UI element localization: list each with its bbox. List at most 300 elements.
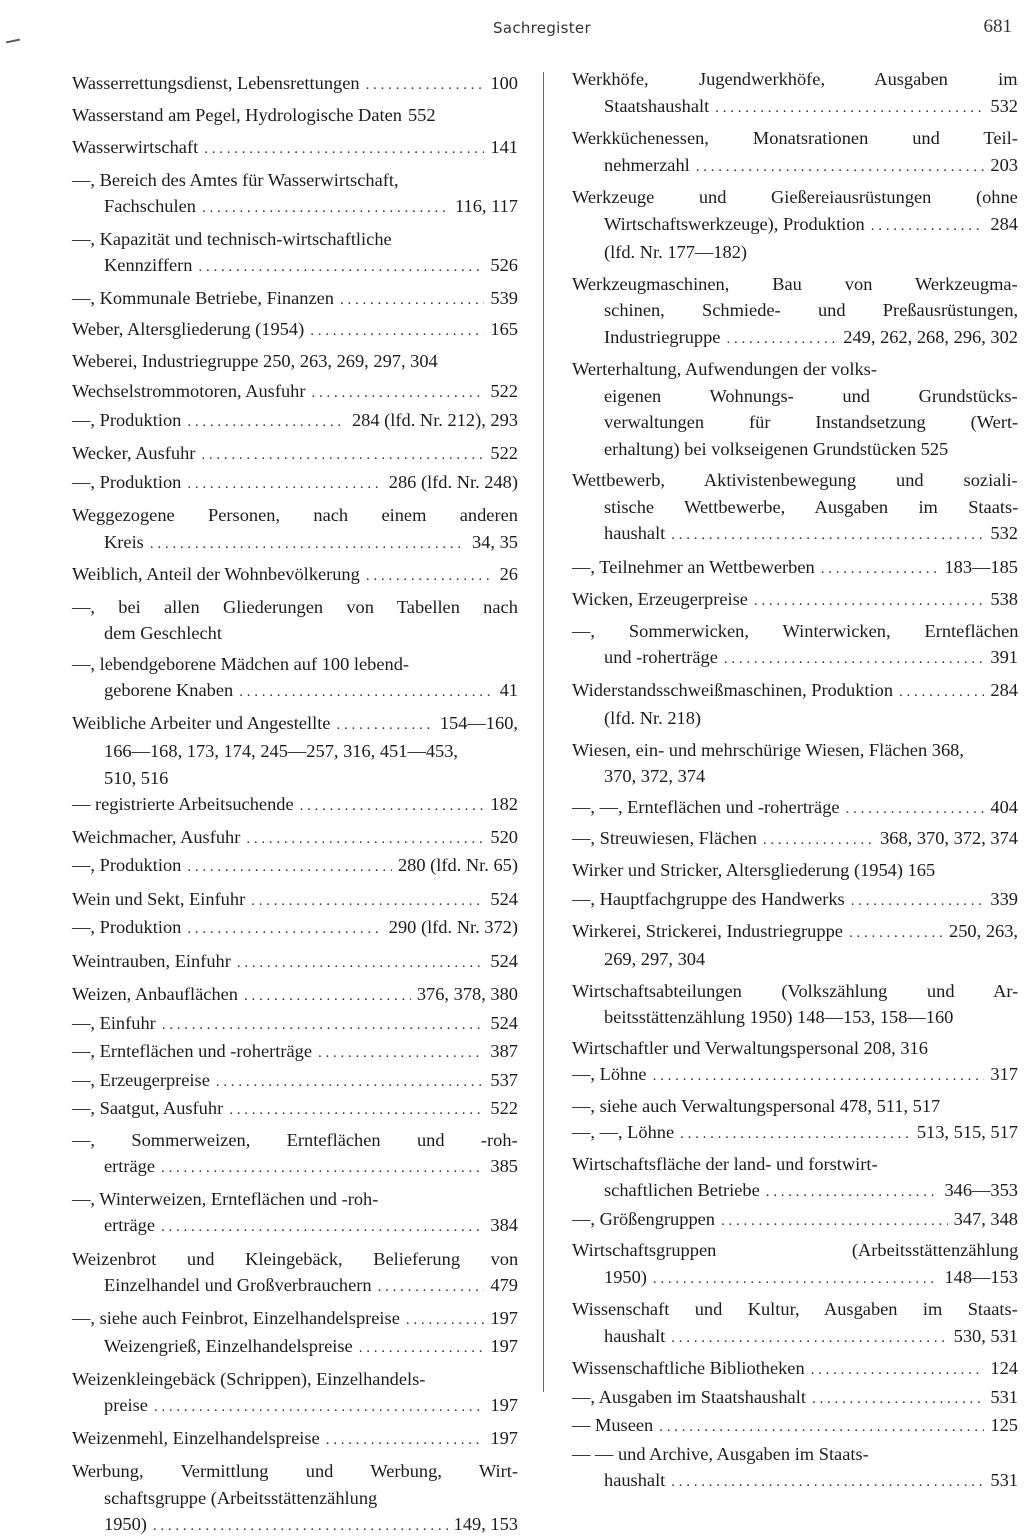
entry-term: Weintrauben, Einfuhr [72, 950, 231, 971]
page-reference: 385 [490, 1156, 518, 1176]
index-line [72, 914, 518, 943]
index-line [572, 1237, 1018, 1264]
entry-continuation: (lfd. Nr. 218) [604, 708, 702, 728]
dot-leader [754, 586, 984, 615]
entry-term: —, Produktion [72, 409, 182, 430]
entry-continuation: Wirtschaftswerkzeuge), Produktion [604, 213, 865, 234]
page-reference: 100 [490, 73, 518, 93]
index-line [72, 948, 518, 977]
index-line [72, 886, 518, 915]
entry-term: Weizenbrot und Kleingebäck, Belieferung von [72, 1248, 519, 1269]
index-entry [72, 70, 518, 99]
index-line [572, 1206, 1018, 1235]
dot-leader [366, 561, 494, 590]
dot-leader [653, 1061, 985, 1090]
page-reference: 520 [490, 826, 518, 847]
index-line [572, 1177, 1018, 1206]
running-title: Sachregister [493, 19, 591, 37]
index-entry [72, 1425, 518, 1454]
index-line [72, 1392, 518, 1421]
index-line [572, 677, 1018, 706]
page-reference: 538 [990, 589, 1018, 609]
page-reference: 522 [490, 381, 518, 401]
index-line [72, 502, 518, 529]
entry-continuation: 370, 372, 374 [604, 766, 706, 786]
index-entry [72, 1186, 518, 1241]
index-entry [572, 554, 1018, 583]
index-line [572, 356, 1018, 383]
dot-leader [680, 1119, 911, 1148]
index-entry [72, 561, 518, 590]
index-line [572, 1035, 1018, 1062]
page-reference: 26 [499, 564, 518, 584]
index-entry [72, 167, 518, 222]
page-reference: 249, 262, 268, 296, 302 [843, 326, 1018, 347]
entry-term: Wirtschaftsgruppen (Arbeitsstättenzählung [572, 1240, 1019, 1260]
index-line [572, 409, 1018, 436]
dot-leader [366, 70, 485, 99]
entry-term: — registrierte Arbeitsuchende [72, 794, 294, 814]
page-reference: 524 [490, 1012, 518, 1033]
index-entry [572, 1035, 1018, 1062]
entry-term: Werkzeuge und Gießereiausrüstungen (ohne [572, 187, 1018, 207]
index-line [572, 1467, 1018, 1496]
entry-term: Weibliche Arbeiter und Angestellte [72, 712, 331, 733]
page-reference: 41 [499, 680, 518, 700]
index-line [72, 981, 518, 1010]
entry-term: —, Bereich des Amtes für Wasserwirtschaft, [72, 169, 399, 190]
page-reference: 339 [990, 889, 1018, 909]
page-reference: 530, 531 [953, 1325, 1018, 1346]
index-line [572, 211, 1018, 240]
margin-mark [6, 39, 20, 44]
index-line [572, 1004, 1018, 1031]
dot-leader [300, 791, 485, 820]
index-entry [72, 914, 518, 943]
page-reference: 524 [490, 888, 518, 909]
entry-term: —, Größengruppen [572, 1208, 716, 1229]
index-line [572, 1323, 1018, 1352]
index-entry [572, 1151, 1018, 1206]
entry-term: Werkzeugmaschinen, Bau von Werkzeugma- [572, 273, 1018, 294]
entry-term: —, Hauptfachgruppe des Handwerks [572, 889, 845, 909]
index-line [72, 1010, 518, 1039]
entry-term: Werbung, Vermittlung und Werbung, Wirt- [72, 1461, 519, 1481]
entry-continuation: Kreis [104, 531, 144, 552]
entry-term: Wettbewerb, Aktivistenbewegung und soziali- [572, 470, 1018, 490]
index-line [572, 618, 1018, 645]
index-entry [72, 348, 518, 375]
entry-term: —, Teilnehmer an Wettbewerben [572, 556, 815, 577]
entry-continuation: stische Wettbewerbe, Ausgaben im Staats- [604, 496, 1019, 517]
dot-leader [715, 93, 984, 122]
page-reference: 284 [990, 679, 1018, 700]
index-line [572, 520, 1018, 549]
entry-continuation: preise [104, 1395, 148, 1415]
entry-continuation: haushalt [604, 1470, 666, 1490]
page-reference: 34, 35 [472, 531, 518, 552]
entry-term: Weizen, Anbauflächen [72, 984, 238, 1004]
entry-continuation: 269, 297, 304 [604, 949, 706, 969]
index-line [72, 440, 518, 469]
index-line [72, 1212, 518, 1241]
index-column-left [72, 66, 518, 1540]
index-line [72, 677, 518, 706]
index-line [72, 134, 518, 163]
index-entry [72, 102, 518, 129]
dot-leader [336, 710, 433, 739]
index-entry [572, 586, 1018, 615]
entry-term: —, Streuwiesen, Flächen [572, 828, 757, 848]
index-entry [72, 594, 518, 647]
index-line [72, 1067, 518, 1096]
index-line [572, 1093, 1018, 1120]
index-line [572, 794, 1018, 823]
page-reference: 116, 117 [454, 196, 518, 216]
dot-leader [154, 1392, 484, 1421]
index-line [72, 102, 518, 129]
index-entry [72, 1458, 518, 1540]
index-line [72, 1511, 518, 1540]
page-reference: 125 [990, 1415, 1018, 1435]
index-line [72, 620, 518, 647]
index-entry [72, 469, 518, 498]
entry-continuation: schinen, Schmiede- und Preßausrüstungen, [604, 300, 1019, 320]
entry-term: Weberei, Industriegruppe 250, 263, 269, 297, 304 [72, 350, 438, 371]
index-entry [572, 1093, 1018, 1120]
page-reference: 286 (lfd. Nr. 248) [388, 471, 518, 492]
index-line [572, 586, 1018, 615]
index-line [572, 324, 1018, 353]
index-line [72, 469, 518, 498]
index-line [72, 1246, 518, 1273]
dot-leader [310, 316, 484, 345]
index-entry [572, 184, 1018, 266]
entry-term: Widerstandsschweißmaschinen, Produktion [572, 679, 894, 700]
index-entry [572, 857, 1018, 884]
entry-continuation: dem Geschlecht [104, 623, 222, 643]
entry-term: Wicken, Erzeugerpreise [572, 589, 748, 609]
entry-term: —, Winterweizen, Ernteflächen und -roh- [72, 1188, 379, 1209]
entry-continuation: und -roherträge [604, 647, 718, 667]
entry-continuation: beitsstättenzählung 1950) 148—153, 158—160 [604, 1007, 954, 1027]
page-reference: 479 [490, 1275, 518, 1295]
page-reference: 387 [490, 1041, 518, 1061]
index-entry [72, 791, 518, 820]
page-reference: 182 [490, 794, 518, 814]
index-line [572, 152, 1018, 181]
page-reference: 532 [990, 523, 1018, 543]
dot-leader [899, 677, 984, 706]
entry-continuation: 1950) [104, 1514, 147, 1534]
index-entry [572, 1355, 1018, 1384]
index-column-right [572, 66, 1018, 1496]
page-reference: 531 [990, 1386, 1018, 1407]
dot-leader [763, 825, 874, 854]
page-reference: 384 [490, 1215, 518, 1235]
dot-leader [187, 469, 382, 498]
entry-term: Werkküchenessen, Monatsrationen und Teil- [572, 128, 1018, 148]
index-entry [572, 737, 1018, 790]
index-line [72, 193, 518, 222]
index-line [72, 852, 518, 881]
page-reference: 149, 153 [453, 1514, 518, 1534]
index-line [72, 710, 518, 739]
index-entry [72, 651, 518, 706]
index-entry [72, 981, 518, 1010]
index-entry [572, 1296, 1018, 1351]
entry-continuation: Kennziffern [104, 255, 193, 275]
index-entry [72, 710, 518, 792]
page-reference: 526 [490, 255, 518, 275]
dot-leader [244, 981, 411, 1010]
entry-continuation: erträge [104, 1156, 156, 1176]
index-entry [72, 502, 518, 557]
dot-leader [766, 1177, 939, 1206]
entry-continuation: 166—168, 173, 174, 245—257, 316, 451—453, [104, 741, 459, 761]
entry-continuation: erhaltung) bei volkseigenen Grundstücken 525 [604, 438, 949, 459]
index-line [72, 1272, 518, 1301]
index-entry [72, 134, 518, 163]
page-reference: 376, 378, 380 [416, 984, 518, 1004]
index-entry [72, 1366, 518, 1421]
dot-leader [229, 1095, 484, 1124]
index-line [72, 738, 518, 765]
index-entry [572, 271, 1018, 353]
entry-term: —, Einfuhr [72, 1012, 156, 1033]
entry-term: Wirtschaftsfläche der land- und forstwirt- [572, 1153, 878, 1174]
dot-leader [724, 644, 985, 673]
page-reference: 290 (lfd. Nr. 372) [388, 917, 518, 937]
page-header [0, 16, 1024, 44]
entry-term: Werkhöfe, Jugendwerkhöfe, Ausgaben im [572, 69, 1018, 89]
index-line [72, 1186, 518, 1213]
entry-continuation: 1950) [604, 1266, 647, 1287]
index-line [72, 1425, 518, 1454]
dot-leader [199, 252, 485, 281]
entry-term: —, Erzeugerpreise [72, 1069, 210, 1090]
entry-term: —, siehe auch Verwaltungspersonal 478, 511, 517 [572, 1095, 941, 1116]
dot-leader [721, 1206, 948, 1235]
dot-leader [237, 948, 485, 977]
index-entry [72, 378, 518, 407]
entry-term: —, Ausgaben im Staatshaushalt [572, 1386, 806, 1407]
index-line [572, 1355, 1018, 1384]
index-line [72, 407, 518, 436]
index-line [72, 1458, 518, 1485]
entry-continuation: nehmerzahl [604, 154, 690, 175]
page-reference: 346—353 [944, 1180, 1018, 1200]
page-number: 681 [983, 16, 1012, 37]
index-line [572, 946, 1018, 973]
entry-term: Wechselstrommotoren, Ausfuhr [72, 381, 306, 401]
index-line [572, 1264, 1018, 1293]
column-divider [543, 72, 544, 1392]
entry-term: — Museen [572, 1415, 654, 1435]
entry-term: Wissenschaftliche Bibliotheken [572, 1358, 805, 1378]
dot-leader [216, 1067, 485, 1096]
entry-term: —, Produktion [72, 855, 182, 875]
dot-leader [161, 1212, 484, 1241]
index-entry [572, 1206, 1018, 1235]
entry-term: Wissenschaft und Kultur, Ausgaben im Staats- [572, 1299, 1018, 1319]
index-line [72, 791, 518, 820]
entry-continuation: Fachschulen [104, 196, 196, 216]
entry-term: Wirkerei, Strickerei, Industriegruppe [572, 920, 843, 941]
index-line [72, 594, 518, 621]
entry-continuation: eigenen Wohnungs- und Grundstücks- [604, 385, 1018, 406]
index-line [72, 226, 518, 253]
index-line [572, 1151, 1018, 1178]
entry-term: Wasserwirtschaft [72, 137, 199, 157]
dot-leader [326, 1425, 485, 1454]
index-entry [72, 1095, 518, 1124]
dot-leader [378, 1272, 485, 1301]
dot-leader [812, 1384, 984, 1413]
dot-leader [851, 886, 985, 915]
page-reference: 154—160, [439, 712, 518, 733]
entry-continuation: haushalt [604, 1325, 666, 1346]
index-line [572, 1119, 1018, 1148]
index-entry [72, 1127, 518, 1182]
dot-leader [340, 285, 484, 314]
entry-term: —, Sommerweizen, Ernteflächen und -roh- [72, 1129, 518, 1150]
entry-term: Wirker und Stricker, Altersgliederung (1954) 165 [572, 859, 936, 880]
entry-term: —, —, Löhne [572, 1122, 675, 1142]
index-line [72, 167, 518, 194]
page-reference: 522 [490, 1098, 518, 1118]
index-entry [572, 825, 1018, 854]
page-reference: 197 [490, 1336, 518, 1356]
entry-continuation: geborene Knaben [104, 680, 234, 700]
entry-continuation: erträge [104, 1215, 156, 1235]
dot-leader [671, 1323, 947, 1352]
index-entry [72, 1305, 518, 1362]
index-line [572, 383, 1018, 410]
entry-continuation: Weizengrieß, Einzelhandelspreise [104, 1336, 353, 1356]
index-line [72, 1305, 518, 1334]
page-reference: 183—185 [944, 556, 1018, 577]
page-reference: 524 [490, 950, 518, 971]
index-entry [72, 440, 518, 469]
index-entry [72, 1038, 518, 1067]
page-reference: 148—153 [944, 1266, 1018, 1287]
entry-term: Wirtschaftsabteilungen (Volkszählung und Ar- [572, 980, 1019, 1001]
index-entry [72, 285, 518, 314]
entry-term: —, lebendgeborene Mädchen auf 100 lebend- [72, 653, 410, 674]
index-entry [72, 886, 518, 915]
index-entry [72, 316, 518, 345]
page-reference: 280 (lfd. Nr. 65) [397, 855, 518, 875]
index-line [572, 1441, 1018, 1468]
entry-continuation: (lfd. Nr. 177—182) [604, 242, 748, 262]
index-line [572, 918, 1018, 947]
dot-leader [671, 1467, 984, 1496]
index-line [572, 554, 1018, 583]
index-entry [72, 948, 518, 977]
page-reference: 197 [490, 1395, 518, 1415]
index-line [572, 857, 1018, 884]
index-line [572, 467, 1018, 494]
entry-term: Wasserrettungsdienst, Lebensrettungen [72, 73, 360, 93]
entry-term: Wiesen, ein- und mehrschürige Wiesen, Flächen 368, [572, 739, 964, 760]
dot-leader [846, 794, 985, 823]
entry-continuation: Industriegruppe [604, 326, 721, 347]
entry-term: Weiblich, Anteil der Wohnbevölkerung [72, 564, 360, 584]
index-line [572, 1296, 1018, 1323]
dot-leader [187, 914, 382, 943]
dot-leader [318, 1038, 484, 1067]
entry-term: Weber, Altersgliederung (1954) [72, 319, 305, 339]
index-entry [572, 978, 1018, 1031]
entry-term: —, Kommunale Betriebe, Finanzen [72, 287, 334, 308]
page-reference: 532 [990, 95, 1018, 116]
index-line [572, 239, 1018, 266]
page-reference: 284 (lfd. Nr. 212), 293 [351, 409, 518, 430]
dot-leader [251, 886, 484, 915]
index-line [72, 1333, 518, 1362]
index-line [72, 651, 518, 678]
index-line [572, 93, 1018, 122]
index-line [72, 824, 518, 853]
index-line [572, 825, 1018, 854]
index-entry [572, 794, 1018, 823]
entry-term: —, Produktion [72, 471, 182, 492]
dot-leader [659, 1412, 984, 1441]
dot-leader [311, 378, 484, 407]
entry-term: —, Produktion [72, 917, 182, 937]
page-reference: 197 [490, 1427, 518, 1448]
index-entry [72, 1067, 518, 1096]
index-line [572, 297, 1018, 324]
index-entry [572, 467, 1018, 549]
page-reference: 250, 263, [949, 920, 1018, 941]
index-line [72, 1366, 518, 1393]
entry-term: Weggezogene Personen, nach einem anderen [72, 505, 518, 525]
index-line [572, 1412, 1018, 1441]
index-line [572, 886, 1018, 915]
entry-term: —, Kapazität und technisch-wirtschaftliche [72, 228, 392, 249]
page-reference: 124 [990, 1358, 1018, 1378]
index-line [72, 529, 518, 558]
index-line [72, 1153, 518, 1182]
entry-term: —, siehe auch Feinbrot, Einzelhandelspreise [72, 1307, 400, 1328]
dot-leader [821, 554, 939, 583]
index-entry [572, 1237, 1018, 1292]
dot-leader [406, 1305, 485, 1334]
dot-leader [187, 407, 346, 436]
index-entry [572, 1412, 1018, 1441]
page-reference: 522 [490, 443, 518, 463]
dot-leader [187, 852, 392, 881]
entry-term: —, —, Ernteflächen und -roherträge [572, 796, 840, 817]
index-line [572, 66, 1018, 93]
index-entry [572, 618, 1018, 673]
index-line [72, 285, 518, 314]
index-line [72, 1127, 518, 1154]
entry-term: —, Löhne [572, 1064, 647, 1084]
index-entry [72, 407, 518, 436]
index-line [572, 763, 1018, 790]
index-line [572, 436, 1018, 463]
dot-leader [239, 677, 493, 706]
index-entry [72, 1246, 518, 1301]
entry-term: —, Saatgut, Ausfuhr [72, 1098, 224, 1118]
entry-continuation: verwaltungen für Instandsetzung (Wert- [604, 412, 1019, 432]
entry-continuation: haushalt [604, 523, 666, 543]
dot-leader [359, 1333, 485, 1362]
index-line [572, 184, 1018, 211]
